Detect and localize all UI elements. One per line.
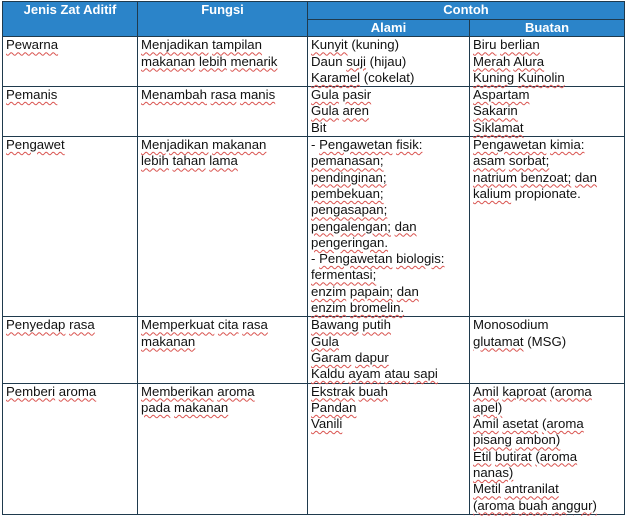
cell-line: Gula [311,333,339,349]
cell-line: asam sorbat; [473,153,550,169]
cell-jenis [3,87,138,137]
cell-line: Garam dapur [311,349,389,365]
cell-line: Bit [311,119,327,135]
additive-table [2,1,625,515]
cell-line: Pandan [311,399,357,415]
cell-line: - Pengawetan biologis: [311,251,445,267]
cell-buatan [470,317,625,383]
cell-jenis [3,37,138,87]
cell-line: pengalengan; dan [311,218,417,234]
cell-fungsi [138,137,308,317]
cell-line: pembekuan; [311,185,384,201]
cell-line: Aspartam [473,87,530,103]
cell-line: Sakarin [473,103,518,119]
cell-fungsi [138,317,308,383]
cell-line: Pengawet [6,137,65,153]
table-row [3,137,625,317]
cell-fungsi [138,383,308,514]
cell-line: Pemanis [6,87,58,103]
cell-line: - Pengawetan fisik: [311,137,423,153]
cell-alami [308,37,470,87]
cell-line: Gula aren [311,103,369,119]
cell-line: Monosodium [473,317,549,333]
cell-line: Pengawetan kimia: [473,137,585,153]
cell-line: Memperkuat cita rasa [141,317,268,333]
cell-line: Merah Alura [473,53,545,69]
cell-buatan [470,37,625,87]
cell-line: Menambah rasa manis [141,87,276,103]
cell-line: Gula pasir [311,87,372,103]
cell-line: Biru berlian [473,37,540,53]
cell-line: natrium benzoat; dan [473,169,597,185]
header-alami: Alami [308,20,470,37]
cell-line: Kuning Kuinolin [473,69,565,85]
cell-line: Menjadikan tampilan [141,37,262,53]
cell-line: pada makanan [141,399,229,415]
cell-line: Metil antranilat [473,481,559,497]
cell-line: Menjadikan makanan [141,137,267,153]
cell-buatan [470,383,625,514]
cell-fungsi [138,87,308,137]
cell-line: Memberikan aroma [141,383,255,399]
cell-line: Etil butirat (aroma [473,448,578,464]
cell-jenis [3,383,138,514]
cell-line: Vanili [311,416,343,432]
cell-line: Kaldu ayam atau sapi [311,366,438,382]
cell-line: enzim bromelin. [311,300,405,316]
cell-buatan [470,137,625,317]
cell-line: Daun suji (hijau) [311,53,407,69]
cell-line: Penyedap rasa [6,317,95,333]
cell-line: pemanasan; [311,153,384,169]
cell-alami [308,87,470,137]
cell-line: makanan [141,333,196,349]
cell-line: (aroma buah anggur) [473,497,597,513]
table-row [3,383,625,514]
cell-line: Siklamat [473,119,524,135]
cell-line: Pemberi aroma [6,383,97,399]
table-body [3,37,625,515]
cell-line: lebih tahan lama [141,153,238,169]
table-row [3,37,625,87]
cell-buatan [470,87,625,137]
cell-jenis [3,137,138,317]
cell-line: Pewarna [6,37,59,53]
cell-line: kalium propionate. [473,185,581,201]
cell-line: pengasapan; [311,202,388,218]
cell-line: Kunyit (kuning) [311,37,399,53]
cell-jenis [3,317,138,383]
header-buatan: Buatan [470,20,625,37]
cell-line: pendinginan; [311,169,387,185]
cell-line: enzim papain; dan [311,283,419,299]
header-fungsi: Fungsi [138,2,308,37]
cell-line: Amil asetat (aroma [473,416,584,432]
cell-line: apel) [473,399,503,415]
cell-line: glutamat (MSG) [473,333,567,349]
cell-line: pisang ambon) [473,432,561,448]
cell-line: Amil kaproat (aroma [473,383,592,399]
cell-line: nanas) [473,465,514,481]
cell-line: makanan lebih menarik [141,53,278,69]
cell-line: fermentasi; [311,267,377,283]
cell-line: pengeringan. [311,234,388,250]
cell-alami [308,383,470,514]
table-row [3,87,625,137]
cell-line: Karamel (cokelat) [311,69,415,85]
additive-table-document [2,1,625,515]
cell-alami [308,137,470,317]
table-row [3,317,625,383]
cell-line: Ekstrak buah [311,383,388,399]
cell-alami [308,317,470,383]
cell-fungsi [138,37,308,87]
header-contoh: Contoh [308,2,625,20]
cell-line: Bawang putih [311,317,391,333]
header-jenis: Jenis Zat Aditif [3,2,138,37]
